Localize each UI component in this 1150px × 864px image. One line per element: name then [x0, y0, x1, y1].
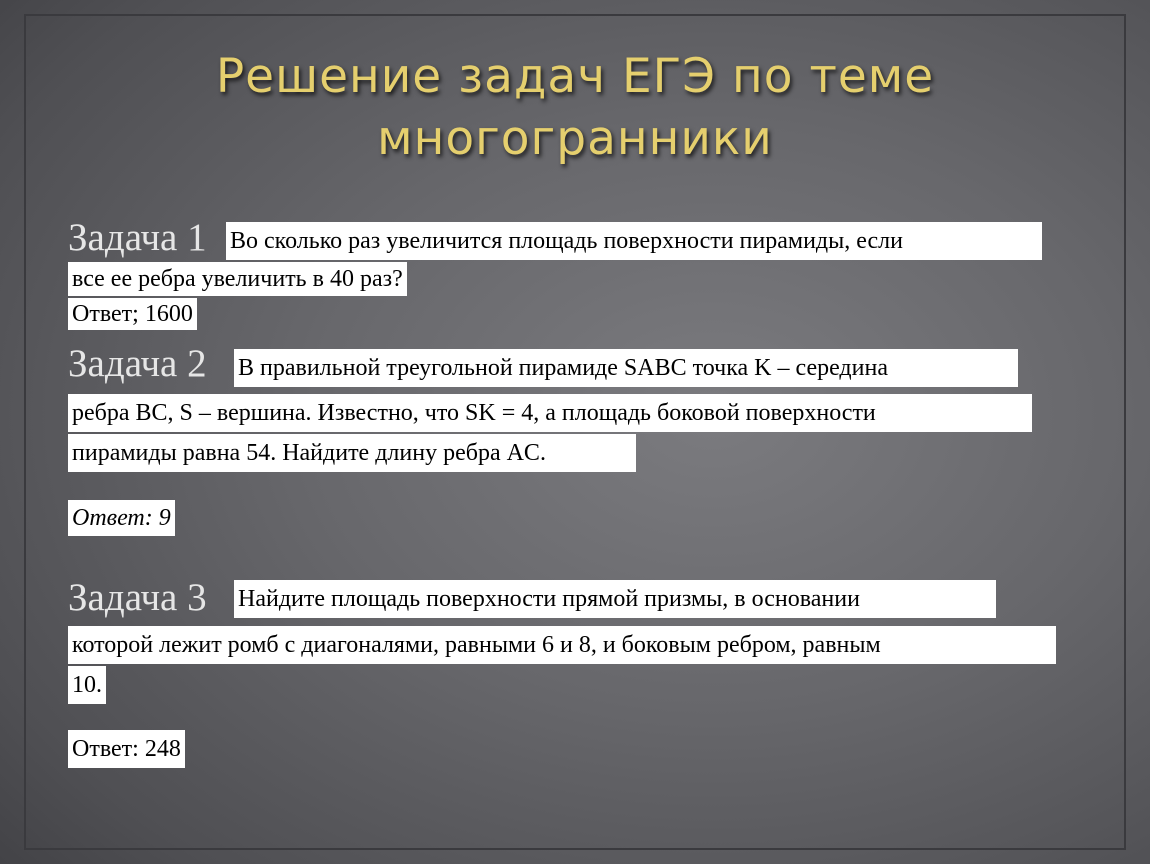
task-3-text-line-3: 10. — [68, 666, 106, 704]
task-2-text-line-3: пирамиды равна 54. Найдите длину ребра AC. — [68, 434, 636, 472]
frame-line-bottom — [24, 848, 1126, 850]
slide-title — [60, 46, 1090, 170]
frame-line-top — [24, 14, 1126, 16]
slide-title-line-2: многогранники — [377, 111, 773, 166]
task-3-text-line-2: которой лежит ромб с диагоналями, равными 6 и 8, и боковым ребром, равным — [68, 626, 1056, 664]
task-1-text-line-1: Во сколько раз увеличится площадь поверхности пирамиды, если — [226, 222, 1042, 260]
task-2-label: Задача 2 — [68, 342, 207, 385]
frame-line-right — [1124, 14, 1126, 850]
slide-title-line-1: Решение задач ЕГЭ по теме — [215, 49, 935, 104]
task-1-answer: Ответ; 1600 — [68, 298, 197, 330]
task-2-text-line-1: В правильной треугольной пирамиде SABC точка K – середина — [234, 349, 1018, 387]
task-3-text-line-1: Найдите площадь поверхности прямой призмы, в основании — [234, 580, 996, 618]
task-3-answer: Ответ: 248 — [68, 730, 185, 768]
task-2-answer: Ответ: 9 — [68, 500, 175, 536]
task-3-label: Задача 3 — [68, 576, 207, 619]
frame-line-left — [24, 14, 26, 850]
task-1-text-line-2: все ее ребра увеличить в 40 раз? — [68, 262, 407, 296]
task-2-text-line-2: ребра BC, S – вершина. Известно, что SK = 4, а площадь боковой поверхности — [68, 394, 1032, 432]
task-1-label: Задача 1 — [68, 216, 207, 259]
